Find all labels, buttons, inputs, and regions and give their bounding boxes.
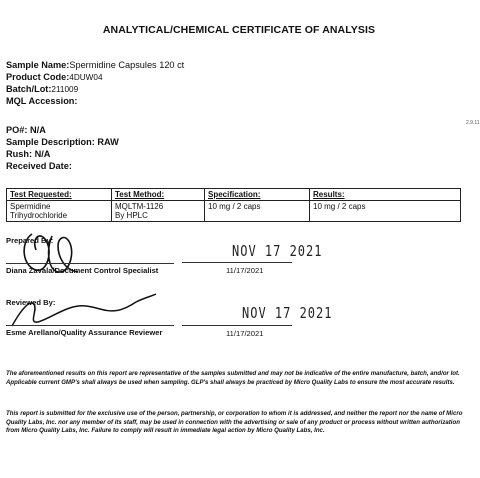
rush-value: N/A — [34, 149, 51, 159]
sample-name-value: Spermidine Capsules 120 ct — [69, 60, 185, 70]
disclaimer-usage: This report is submitted for the exclusive use of the person, partnership, or corporation to whom it is addressed, and neither the report nor the name of Micro Quality Labs, Inc. nor any member of its staff, may be used in connection with the advertising or sale of any product or process without written authorization from Micro Quality Labs, Inc. Failure to comply will result in immediate legal action by Micro Quality Labs, Inc. — [6, 410, 463, 435]
product-code-field — [6, 72, 103, 83]
sample-name-label: Sample Name: — [6, 60, 70, 70]
prepared-date-stamp: NOV 17 2021 — [232, 242, 323, 260]
cell-test-requested: Spermidine Trihydrochloride — [7, 201, 112, 222]
batch-lot-value: 211009 — [51, 85, 79, 94]
prepared-name-title: Diana Zavala/Document Control Specialist — [6, 266, 159, 275]
prepared-date: 11/17/2021 — [226, 266, 264, 275]
mql-accession-label: MQL Accession: — [6, 96, 78, 106]
reviewed-name-title: Esme Arellano/Quality Assurance Reviewer — [6, 328, 163, 337]
header-specification: Specification: — [205, 189, 310, 201]
header-test-requested: Test Requested: — [7, 189, 112, 201]
reviewed-signature-line — [6, 325, 174, 326]
sample-description-field — [6, 137, 119, 148]
po-label: PO#: — [6, 125, 28, 135]
reviewed-date-line — [182, 325, 292, 326]
rush-field — [6, 149, 50, 160]
cell-result: 10 mg / 2 caps — [310, 201, 461, 222]
po-value: N/A — [30, 125, 46, 135]
sample-description-label: Sample Description: — [6, 137, 95, 147]
po-field — [6, 125, 46, 136]
disclaimer-results: The aforementioned results on this report are representative of the samples submitted and may not be indicative of the entire manufacture, batch, and/or lot. Applicable current GMP's shall always be used when sampling. GLP's shall always be practiced by Micro Quality Labs to ensure the most accurate results. — [6, 370, 460, 386]
prepared-date-line — [182, 262, 292, 263]
method-line-2: By HPLC — [115, 211, 148, 220]
table-header-row — [7, 189, 461, 201]
prepared-signature-line — [6, 263, 174, 264]
received-date-field — [6, 161, 72, 172]
prepared-by-label: Prepared By: — [6, 236, 54, 245]
table-row — [7, 201, 461, 222]
cell-specification: 10 mg / 2 caps — [205, 201, 310, 222]
method-line-1: MQLTM-1126 — [115, 202, 164, 211]
product-code-label: Product Code: — [6, 72, 70, 82]
batch-lot-field — [6, 84, 78, 95]
header-results: Results: — [310, 189, 461, 201]
product-code-value: 4DUW04 — [69, 73, 103, 82]
mql-accession-field — [6, 96, 77, 107]
cell-test-method — [112, 201, 205, 222]
received-date-label: Received Date: — [6, 161, 72, 171]
batch-lot-label: Batch/Lot: — [6, 84, 52, 94]
margin-note: 2.9.11 — [466, 120, 480, 126]
document-title: ANALYTICAL/CHEMICAL CERTIFICATE OF ANALYSIS — [102, 24, 376, 36]
reviewed-by-label: Reviewed By: — [6, 298, 56, 307]
rush-label: Rush: — [6, 149, 33, 159]
reviewed-date: 11/17/2021 — [226, 329, 264, 338]
results-table — [6, 188, 461, 222]
header-test-method: Test Method: — [112, 189, 205, 201]
reviewed-date-stamp: NOV 17 2021 — [242, 304, 333, 322]
sample-description-value: RAW — [97, 137, 119, 147]
sample-name-field — [6, 60, 184, 71]
